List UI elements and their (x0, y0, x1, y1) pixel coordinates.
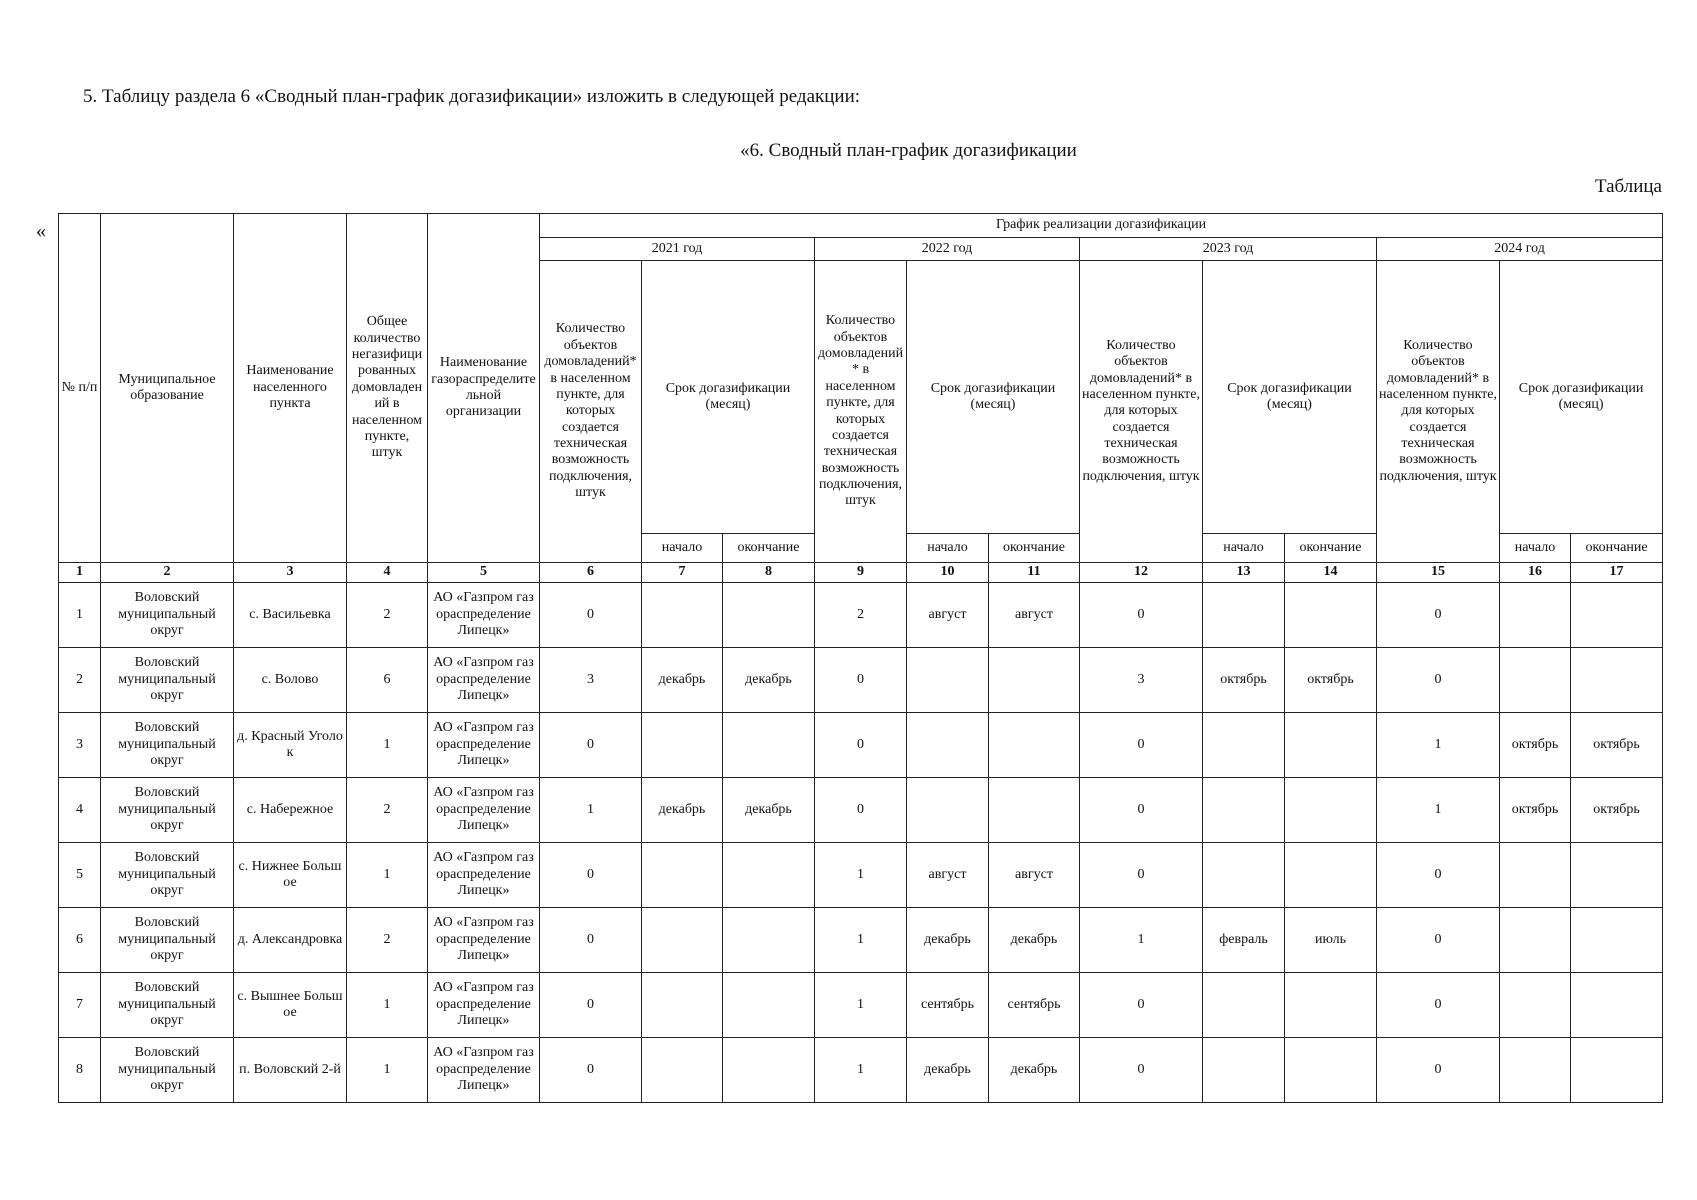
table-cell (1285, 843, 1377, 908)
column-number-cell: 7 (642, 563, 723, 583)
header-term-2024: Срок догазификации (месяц) (1500, 261, 1663, 534)
table-cell: декабрь (907, 1038, 989, 1103)
table-row (59, 583, 1663, 648)
table-cell: 1 (1377, 713, 1500, 778)
table-cell (1571, 843, 1663, 908)
table-cell: 2 (815, 583, 907, 648)
table-cell: август (907, 843, 989, 908)
header-end-2023: окончание (1285, 534, 1377, 563)
table-cell (723, 583, 815, 648)
table-cell: 0 (1377, 973, 1500, 1038)
header-year-2022: 2022 год (815, 238, 1080, 261)
header-schedule: График реализации догазификации (540, 214, 1663, 238)
table-cell: август (989, 583, 1080, 648)
table-cell: 0 (1080, 843, 1203, 908)
table-cell: август (907, 583, 989, 648)
table-cell: 0 (540, 713, 642, 778)
table-cell: 6 (347, 648, 428, 713)
table-row (59, 713, 1663, 778)
table-cell (907, 778, 989, 843)
table-cell: 0 (540, 908, 642, 973)
header-end-2021: окончание (723, 534, 815, 563)
table-cell: 8 (59, 1038, 101, 1103)
table-cell (989, 713, 1080, 778)
table-cell: д. Красный Уголок (234, 713, 347, 778)
table-cell: 0 (1377, 648, 1500, 713)
table-cell (1285, 973, 1377, 1038)
table-cell: 0 (1080, 583, 1203, 648)
table-label: Таблица (1594, 176, 1662, 197)
table-cell (723, 908, 815, 973)
table-cell: октябрь (1571, 713, 1663, 778)
table-cell (1571, 583, 1663, 648)
opening-quote: « (36, 220, 46, 242)
column-number-cell: 10 (907, 563, 989, 583)
table-cell: Воловский муниципальный округ (101, 908, 234, 973)
section-title: «6. Сводный план-график догазификации (740, 140, 1077, 161)
table-cell: 1 (347, 843, 428, 908)
table-cell (642, 583, 723, 648)
table-row (59, 648, 1663, 713)
intro-paragraph: 5. Таблицу раздела 6 «Сводный план-график догазификации» изложить в следующей редакции: (83, 86, 861, 107)
table-cell: февраль (1203, 908, 1285, 973)
table-cell: с. Вышнее Большое (234, 973, 347, 1038)
header-count-2021: Количество объектов домовладений* в населенном пункте, для которых создается техническая возможность подключения, штук (540, 261, 642, 563)
header-municipality: Муниципальное образование (101, 214, 234, 563)
table-cell: 1 (1377, 778, 1500, 843)
column-number-cell: 9 (815, 563, 907, 583)
column-number-cell: 14 (1285, 563, 1377, 583)
column-number-cell: 6 (540, 563, 642, 583)
table-cell: п. Воловский 2-й (234, 1038, 347, 1103)
table-cell: Воловский муниципальный округ (101, 843, 234, 908)
table-cell: 3 (540, 648, 642, 713)
table-cell (642, 713, 723, 778)
table-cell (1571, 1038, 1663, 1103)
table-cell: 4 (59, 778, 101, 843)
column-number-cell: 16 (1500, 563, 1571, 583)
table-cell: Воловский муниципальный округ (101, 973, 234, 1038)
table-cell: декабрь (642, 648, 723, 713)
table-cell: декабрь (907, 908, 989, 973)
table-cell: 3 (59, 713, 101, 778)
header-num: № п/п (59, 214, 101, 563)
table-cell: 1 (815, 908, 907, 973)
table-cell: 0 (815, 778, 907, 843)
header-count-2023: Количество объектов домовладений* в населенном пункте, для которых создается техническая возможность подключения, штук (1080, 261, 1203, 563)
table-cell: 2 (347, 583, 428, 648)
header-start-2022: начало (907, 534, 989, 563)
table-row (59, 778, 1663, 843)
table-cell: 3 (1080, 648, 1203, 713)
table-cell (723, 713, 815, 778)
table-cell (907, 648, 989, 713)
header-year-2021: 2021 год (540, 238, 815, 261)
table-cell: 7 (59, 973, 101, 1038)
table-cell: Воловский муниципальный округ (101, 648, 234, 713)
table-cell: АО «Газпром газораспределение Липецк» (428, 713, 540, 778)
table-cell: 0 (1377, 1038, 1500, 1103)
table-cell: сентябрь (989, 973, 1080, 1038)
table-cell: 1 (540, 778, 642, 843)
table-row (59, 843, 1663, 908)
table-cell: октябрь (1285, 648, 1377, 713)
table-row (59, 973, 1663, 1038)
table-cell (1285, 1038, 1377, 1103)
table-cell (642, 1038, 723, 1103)
table-cell: д. Александровка (234, 908, 347, 973)
header-end-2024: окончание (1571, 534, 1663, 563)
table-cell (642, 843, 723, 908)
table-cell: 5 (59, 843, 101, 908)
table-cell (1203, 973, 1285, 1038)
header-year-2023: 2023 год (1080, 238, 1377, 261)
table-cell: 1 (815, 1038, 907, 1103)
table-cell: сентябрь (907, 973, 989, 1038)
column-number-cell: 3 (234, 563, 347, 583)
table-cell: 1 (347, 1038, 428, 1103)
table-cell (1571, 973, 1663, 1038)
table-cell (1500, 973, 1571, 1038)
column-number-cell: 8 (723, 563, 815, 583)
table-cell: 0 (540, 583, 642, 648)
column-number-cell: 2 (101, 563, 234, 583)
table-cell: АО «Газпром газораспределение Липецк» (428, 908, 540, 973)
table-cell: 0 (1080, 1038, 1203, 1103)
table-cell: 2 (347, 778, 428, 843)
table-cell: 2 (59, 648, 101, 713)
table-row (59, 1038, 1663, 1103)
table-cell (1500, 908, 1571, 973)
table-cell: АО «Газпром газораспределение Липецк» (428, 973, 540, 1038)
header-count-2024: Количество объектов домовладений* в населенном пункте, для которых создается техническая возможность подключения, штук (1377, 261, 1500, 563)
table-cell: 2 (347, 908, 428, 973)
table-cell: Воловский муниципальный округ (101, 583, 234, 648)
table-cell: АО «Газпром газораспределение Липецк» (428, 1038, 540, 1103)
table-cell (723, 973, 815, 1038)
table-cell: октябрь (1571, 778, 1663, 843)
table-cell (1203, 713, 1285, 778)
column-number-cell: 5 (428, 563, 540, 583)
header-year-2024: 2024 год (1377, 238, 1663, 261)
table-cell (723, 843, 815, 908)
header-gas-organization: Наименование газораспределительной организации (428, 214, 540, 563)
table-row (59, 908, 1663, 973)
table-cell: 6 (59, 908, 101, 973)
table-cell: 0 (1377, 908, 1500, 973)
column-number-cell: 4 (347, 563, 428, 583)
table-cell (1285, 583, 1377, 648)
table-cell (1203, 1038, 1285, 1103)
table-cell (1500, 583, 1571, 648)
header-start-2024: начало (1500, 534, 1571, 563)
table-cell (1285, 778, 1377, 843)
table-cell: АО «Газпром газораспределение Липецк» (428, 648, 540, 713)
table-cell: 1 (59, 583, 101, 648)
table-cell: 1 (347, 973, 428, 1038)
table-cell: с. Волово (234, 648, 347, 713)
table-cell: декабрь (723, 778, 815, 843)
header-start-2023: начало (1203, 534, 1285, 563)
table-cell: с. Васильевка (234, 583, 347, 648)
table-cell (1571, 908, 1663, 973)
table-cell (1500, 843, 1571, 908)
column-number-cell: 13 (1203, 563, 1285, 583)
table-cell: декабрь (989, 1038, 1080, 1103)
table-cell: октябрь (1203, 648, 1285, 713)
header-term-2023: Срок догазификации (месяц) (1203, 261, 1377, 534)
gasification-schedule-table (58, 213, 1663, 1103)
header-total-households: Общее количество негазифицированных домовладений в населенном пункте, штук (347, 214, 428, 563)
table-cell: 0 (1080, 778, 1203, 843)
table-cell: Воловский муниципальный округ (101, 1038, 234, 1103)
table-cell: 0 (540, 1038, 642, 1103)
table-cell: 0 (1377, 843, 1500, 908)
table-cell: август (989, 843, 1080, 908)
table-cell: АО «Газпром газораспределение Липецк» (428, 843, 540, 908)
column-number-cell: 1 (59, 563, 101, 583)
table-cell (989, 648, 1080, 713)
table-cell: Воловский муниципальный округ (101, 713, 234, 778)
table-cell: 0 (1080, 713, 1203, 778)
column-number-cell: 11 (989, 563, 1080, 583)
table-cell: 0 (540, 843, 642, 908)
table-cell: с. Нижнее Большое (234, 843, 347, 908)
table-cell (907, 713, 989, 778)
table-cell: 1 (815, 973, 907, 1038)
table-cell: 1 (347, 713, 428, 778)
table-cell (989, 778, 1080, 843)
header-locality: Наименование населенного пункта (234, 214, 347, 563)
table-cell: 1 (815, 843, 907, 908)
table-cell (1571, 648, 1663, 713)
table-cell: 0 (815, 713, 907, 778)
table-cell: 0 (1377, 583, 1500, 648)
table-cell: декабрь (989, 908, 1080, 973)
column-number-cell: 12 (1080, 563, 1203, 583)
header-count-2022: Количество объектов домовладений* в населенном пункте, для которых создается техническая возможность подключения, штук (815, 261, 907, 563)
table-cell (723, 1038, 815, 1103)
table-cell: октябрь (1500, 713, 1571, 778)
table-cell: июль (1285, 908, 1377, 973)
table-cell: 0 (815, 648, 907, 713)
header-term-2021: Срок догазификации (месяц) (642, 261, 815, 534)
table-cell: АО «Газпром газораспределение Липецк» (428, 778, 540, 843)
table-cell (642, 973, 723, 1038)
table-cell: декабрь (642, 778, 723, 843)
table-cell: 1 (1080, 908, 1203, 973)
table-cell (1203, 843, 1285, 908)
table-cell: декабрь (723, 648, 815, 713)
table-cell: АО «Газпром газораспределение Липецк» (428, 583, 540, 648)
table-cell (1203, 778, 1285, 843)
header-start-2021: начало (642, 534, 723, 563)
table-cell: 0 (540, 973, 642, 1038)
table-body (59, 563, 1663, 1103)
header-end-2022: окончание (989, 534, 1080, 563)
table-cell: с. Набережное (234, 778, 347, 843)
column-number-cell: 15 (1377, 563, 1500, 583)
column-number-row (59, 563, 1663, 583)
table-cell (1500, 648, 1571, 713)
header-term-2022: Срок догазификации (месяц) (907, 261, 1080, 534)
table-cell (642, 908, 723, 973)
table-cell (1285, 713, 1377, 778)
table-cell: Воловский муниципальный округ (101, 778, 234, 843)
table-cell: октябрь (1500, 778, 1571, 843)
table-cell (1203, 583, 1285, 648)
table-cell: 0 (1080, 973, 1203, 1038)
table-cell (1500, 1038, 1571, 1103)
column-number-cell: 17 (1571, 563, 1663, 583)
